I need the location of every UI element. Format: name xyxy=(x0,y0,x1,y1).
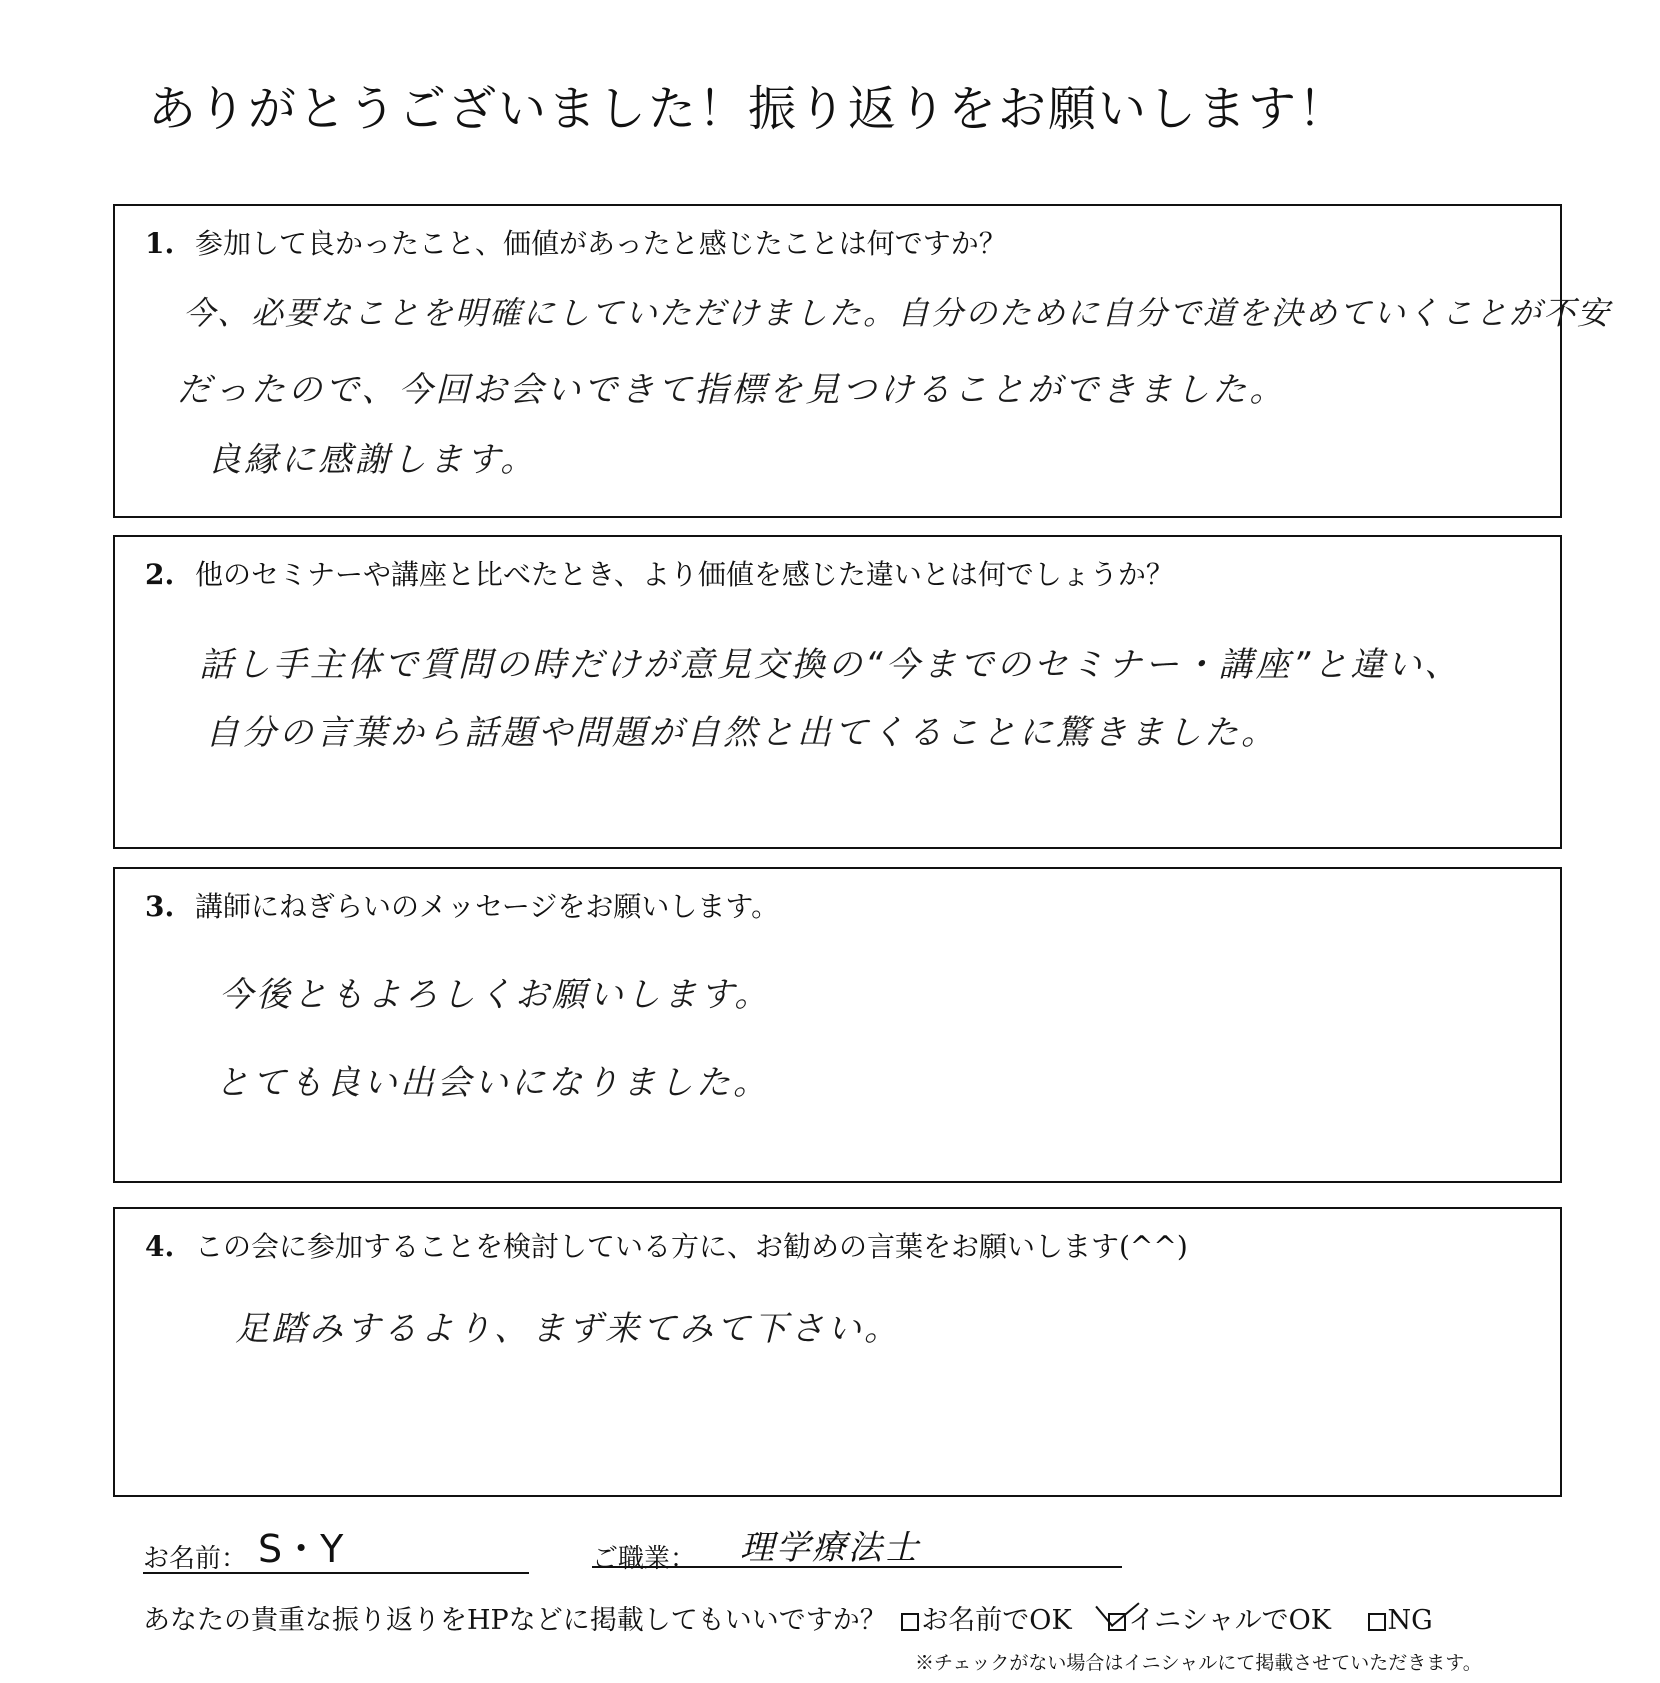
option-label: イニシャルでOK xyxy=(1128,1605,1331,1636)
answer-line: 今、必要なことを明確にしていただけました。自分のために自分で道を決めていくことが不安 xyxy=(183,294,1612,332)
question-number: 1. xyxy=(145,227,175,260)
question-number: 3. xyxy=(145,890,175,923)
question-number: 2. xyxy=(145,558,175,591)
answer-line: とても良い出会いになりました。 xyxy=(215,1063,770,1103)
name-underline xyxy=(143,1572,529,1574)
question-heading xyxy=(145,885,779,925)
option-label: お名前でOK xyxy=(921,1605,1072,1636)
answer-line: 良縁に感謝します。 xyxy=(207,440,538,480)
checkbox-initial-ok[interactable] xyxy=(1108,1613,1126,1631)
job-value: 理学療法士 xyxy=(740,1528,920,1568)
question-text: この会に参加することを検討している方に、お勧めの言葉をお願いします(^^) xyxy=(195,1230,1188,1263)
answer-line: 足踏みするより、まず来てみて下さい。 xyxy=(235,1309,901,1349)
question-heading xyxy=(145,1225,1188,1265)
option-name-ok[interactable] xyxy=(901,1598,1071,1637)
answer-line: 今後ともよろしくお願いします。 xyxy=(219,975,772,1015)
question-number: 4. xyxy=(145,1230,175,1263)
checkbox-name-ok[interactable] xyxy=(901,1613,919,1631)
question-box-1 xyxy=(113,204,1612,518)
option-initial-ok[interactable] xyxy=(1108,1598,1331,1637)
name-label: お名前： xyxy=(143,1544,248,1574)
consent-question: あなたの貴重な振り返りをHPなどに掲載してもいいですか？ xyxy=(143,1605,887,1636)
answer-line: 自分の言葉から話題や問題が自然と出てくることに驚きました。 xyxy=(205,713,1278,753)
option-label: NG xyxy=(1387,1605,1433,1636)
page-title: ありがとうございました！振り返りをお願いします！ xyxy=(148,81,1349,137)
answer-line: 話し手主体で質問の時だけが意見交換の“今までのセミナー・講座”と違い、 xyxy=(199,645,1462,685)
job-label: ご職業： xyxy=(592,1544,697,1574)
question-text: 講師にねぎらいのメッセージをお願いします。 xyxy=(195,890,780,923)
question-box-2 xyxy=(113,535,1562,849)
answer-line: だったので、今回お会いできて指標を見つけることができました。 xyxy=(177,370,1287,410)
job-underline xyxy=(592,1566,1122,1568)
consent-row xyxy=(143,1598,1433,1637)
question-heading xyxy=(145,553,1174,593)
question-box-4 xyxy=(113,1207,1562,1497)
question-text: 参加して良かったこと、価値があったと感じたことは何ですか？ xyxy=(195,227,1007,260)
question-text: 他のセミナーや講座と比べたとき、より価値を感じた違いとは何でしょうか？ xyxy=(195,558,1174,591)
question-box-3 xyxy=(113,867,1562,1183)
checkbox-ng[interactable] xyxy=(1368,1613,1386,1631)
footnote: ※チェックがない場合はイニシャルにて掲載させていただきます。 xyxy=(915,1652,1482,1674)
question-heading xyxy=(145,222,1007,262)
name-value: S・Y xyxy=(258,1527,344,1571)
option-ng[interactable] xyxy=(1368,1605,1433,1636)
